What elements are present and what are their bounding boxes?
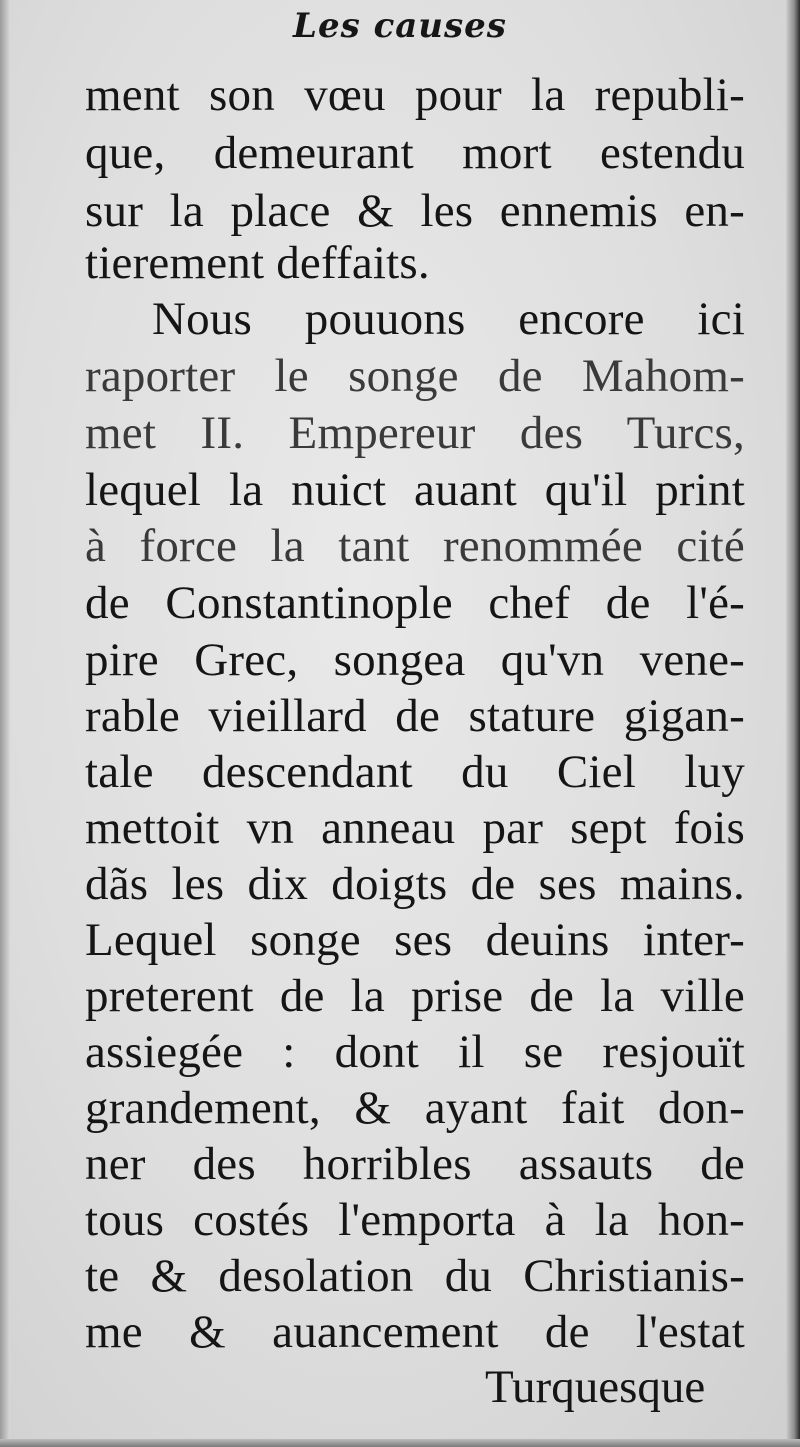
text-line: de Constantinople chef de l'é-: [85, 577, 745, 629]
text-line: tous costés l'emporta à la hon-: [85, 1194, 745, 1246]
text-line: mettoit vn anneau par sept fois: [85, 802, 745, 854]
text-line: que, demeurant mort estendu: [85, 127, 745, 179]
catchword: Turquesque: [485, 1361, 706, 1413]
text-line: assiegée : dont il se resjouït: [85, 1026, 745, 1078]
paragraph-first-line: Nous pouuons encore ici: [152, 293, 745, 345]
text-line: pire Grec, songea qu'vn vene-: [85, 634, 745, 686]
page-left-edge-shadow: [0, 0, 10, 1447]
text-line: ment son vœu pour la republi-: [85, 69, 745, 121]
text-line: raporter le songe de Mahom-: [85, 350, 745, 402]
text-line: à force la tant renommée cité: [85, 520, 745, 572]
text-line: sur la place & les ennemis en-: [85, 185, 745, 237]
text-line: tierement deffaits.: [85, 237, 430, 289]
text-line: lequel la nuict auant qu'il print: [85, 464, 745, 516]
text-line: te & desolation du Christianis-: [85, 1250, 745, 1302]
text-line: preterent de la prise de la ville: [85, 970, 745, 1022]
text-line: me & auancement de l'estat: [85, 1306, 745, 1358]
text-line: ner des horribles assauts de: [85, 1138, 745, 1190]
running-head: Les causes: [293, 6, 507, 46]
text-line: dãs les dix doigts de ses mains.: [85, 858, 745, 910]
text-line: Lequel songe ses deuins inter-: [85, 914, 745, 966]
text-line: rable vieillard de stature gigan-: [85, 690, 745, 742]
page-bottom-edge-shadow: [0, 1439, 800, 1447]
text-line: grandement, & ayant fait don-: [85, 1082, 745, 1134]
text-line: met II. Empereur des Turcs,: [85, 407, 745, 459]
text-line: tale descendant du Ciel luy: [85, 746, 745, 798]
page-gutter-shadow: [786, 0, 800, 1447]
